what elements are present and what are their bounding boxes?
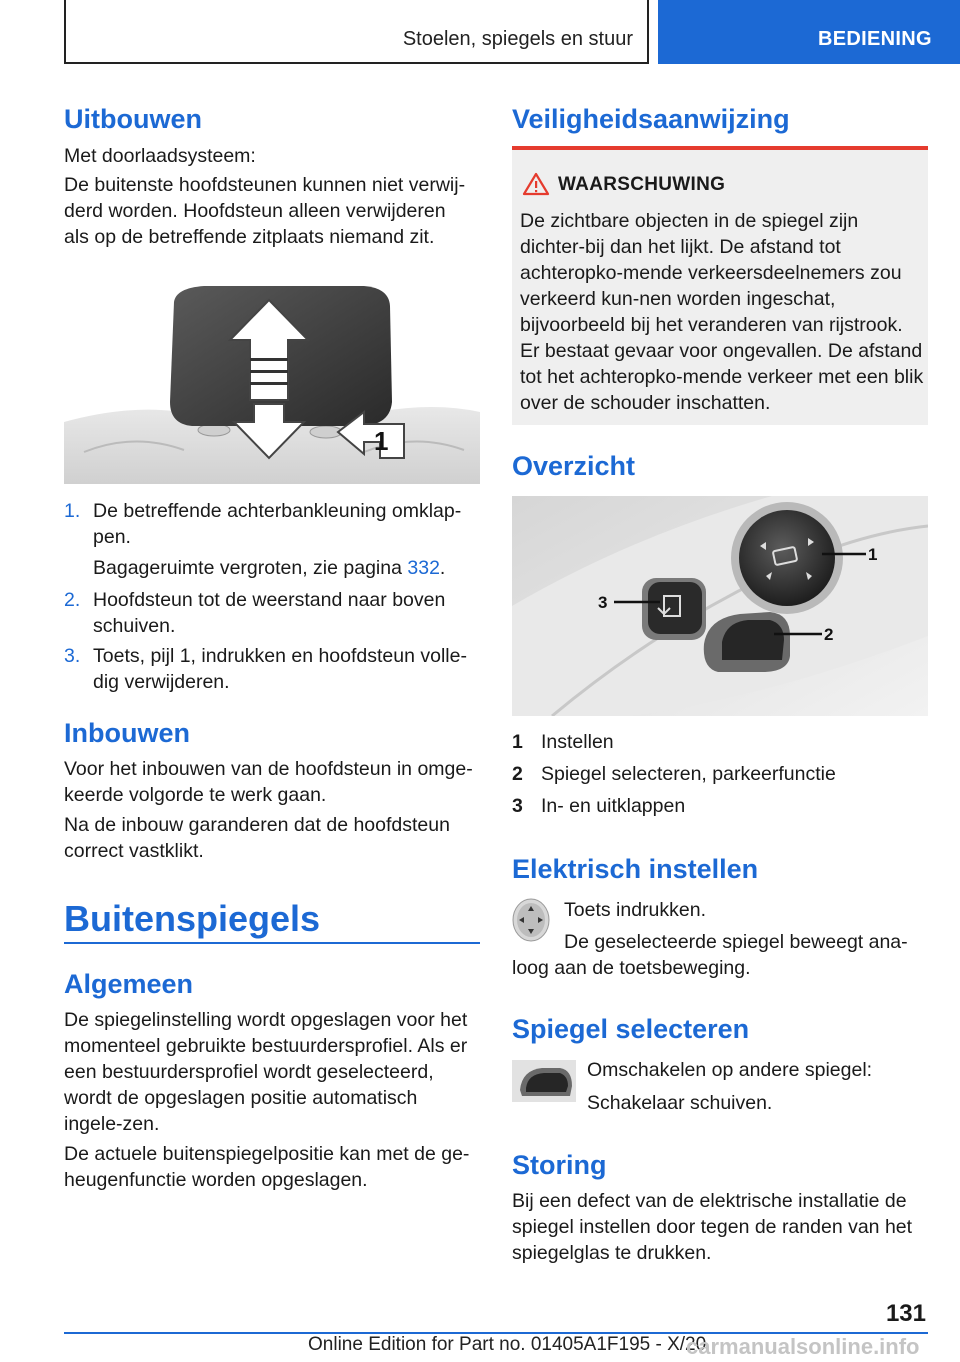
step-text: Toets, pijl 1, indrukken en hoofdsteun volle-dig verwijderen. xyxy=(93,645,467,693)
legend-text: In- en uitklappen xyxy=(541,795,686,817)
headrest-callout-1: 1 xyxy=(374,426,389,456)
elektrisch-step-1: Toets indrukken. xyxy=(564,899,706,921)
warning-triangle-icon xyxy=(522,172,550,196)
mirror-callout-1: 1 xyxy=(868,545,878,564)
algemeen-paragraph-1: De spiegelinstelling wordt opgeslagen voor het momenteel gebruikte bestuurdersprofiel. Als er een bestuurdersprofiel wordt geselecteerd, wordt de opgeslagen positie automatisch ingele-zen. xyxy=(64,1009,468,1135)
selecteren-step-2: Schakelaar schuiven. xyxy=(587,1092,773,1114)
step-1-substep xyxy=(93,555,473,581)
header-section-title: Stoelen, spiegels en stuur xyxy=(402,28,633,50)
step-1-substep-end: . xyxy=(439,557,446,579)
mirror-control-illustration xyxy=(512,496,928,716)
page-link-332[interactable]: 332 xyxy=(407,557,440,579)
selecteren-step-1: Omschakelen op andere spiegel: xyxy=(587,1059,873,1081)
uitbouwen-paragraph: De buitenste hoofdsteunen kunnen niet verwij-derd worden. Hoofdsteun alleen verwijderen als op de betreffende zitplaats niemand zit. xyxy=(64,174,466,248)
mirror-switch-icon xyxy=(512,1060,576,1102)
header-section-box xyxy=(64,0,649,64)
footer-edition: Online Edition for Part no. 01405A1F195 - X/20 xyxy=(308,1334,707,1355)
heading-uitbouwen: Uitbouwen xyxy=(64,104,202,134)
mirror-callout-3: 3 xyxy=(598,593,608,612)
headrest-illustration xyxy=(64,282,480,484)
legend-text: Instellen xyxy=(541,731,614,753)
step-text: De betreffende achterbankleuning omklap-pen. xyxy=(93,500,462,548)
heading-spiegel-selecteren: Spiegel selecteren xyxy=(512,1014,750,1044)
legend-number: 2 xyxy=(512,763,523,785)
headrest-figure xyxy=(64,282,480,484)
heading-algemeen: Algemeen xyxy=(64,969,194,999)
inbouwen-paragraph-1: Voor het inbouwen van de hoofdsteun in omge-keerde volgorde te werk gaan. xyxy=(64,758,473,806)
uitbouwen-intro: Met doorlaadsysteem: xyxy=(64,145,256,167)
page-number: 131 xyxy=(885,1300,926,1327)
heading-storing: Storing xyxy=(512,1150,607,1180)
warning-text: De zichtbare objecten in de spiegel zijn dichter-bij dan het lijkt. De afstand tot achteropko-mende verkeersdeelnemers zou verkeerd kun-nen worden ingeschat, bijvoorbeeld bij het veranderen van rijstrook. Er bestaat gevaar voor ongevallen. De afstand tot het achteropko-mende verkeer met een blik over de schouder inschatten. xyxy=(520,210,924,414)
inbouwen-paragraph-2: Na de inbouw garanderen dat de hoofdsteun correct vastklikt. xyxy=(64,814,450,862)
step-number: 2. xyxy=(64,589,81,611)
legend-number: 1 xyxy=(512,731,523,753)
step-1-substep-text: Bagageruimte vergroten, zie pagina xyxy=(93,557,408,579)
legend-text: Spiegel selecteren, parkeerfunctie xyxy=(541,763,836,785)
mirror-callout-2: 2 xyxy=(824,625,834,644)
storing-paragraph: Bij een defect van de elektrische installatie de spiegel instellen door tegen de randen van het spiegelglas te drukken. xyxy=(512,1190,913,1264)
step-number: 3. xyxy=(64,645,81,667)
warning-box xyxy=(512,146,928,425)
step-text: Hoofdsteun tot de weerstand naar boven schuiven. xyxy=(93,589,446,637)
heading-elektrisch-instellen: Elektrisch instellen xyxy=(512,854,759,884)
warning-title: WAARSCHUWING xyxy=(558,174,726,195)
legend-number: 3 xyxy=(512,795,523,817)
section-rule xyxy=(64,942,480,944)
step-number: 1. xyxy=(64,500,81,522)
header-chapter-label: BEDIENING xyxy=(818,28,932,50)
heading-overzicht: Overzicht xyxy=(512,451,636,481)
algemeen-paragraph-2: De actuele buitenspiegelpositie kan met de ge-heugenfunctie worden opgeslagen. xyxy=(64,1143,470,1191)
heading-buitenspiegels: Buitenspiegels xyxy=(64,898,321,939)
watermark: carmanualsonline.info xyxy=(686,1334,920,1359)
header-chapter-tab[interactable] xyxy=(658,0,960,64)
mirror-control-figure xyxy=(512,496,928,716)
heading-inbouwen: Inbouwen xyxy=(64,718,190,748)
elektrisch-paragraph: De geselecteerde spiegel beweegt ana-loog aan de toetsbeweging. xyxy=(512,931,908,979)
heading-veiligheidsaanwijzing: Veiligheidsaanwijzing xyxy=(512,104,790,134)
